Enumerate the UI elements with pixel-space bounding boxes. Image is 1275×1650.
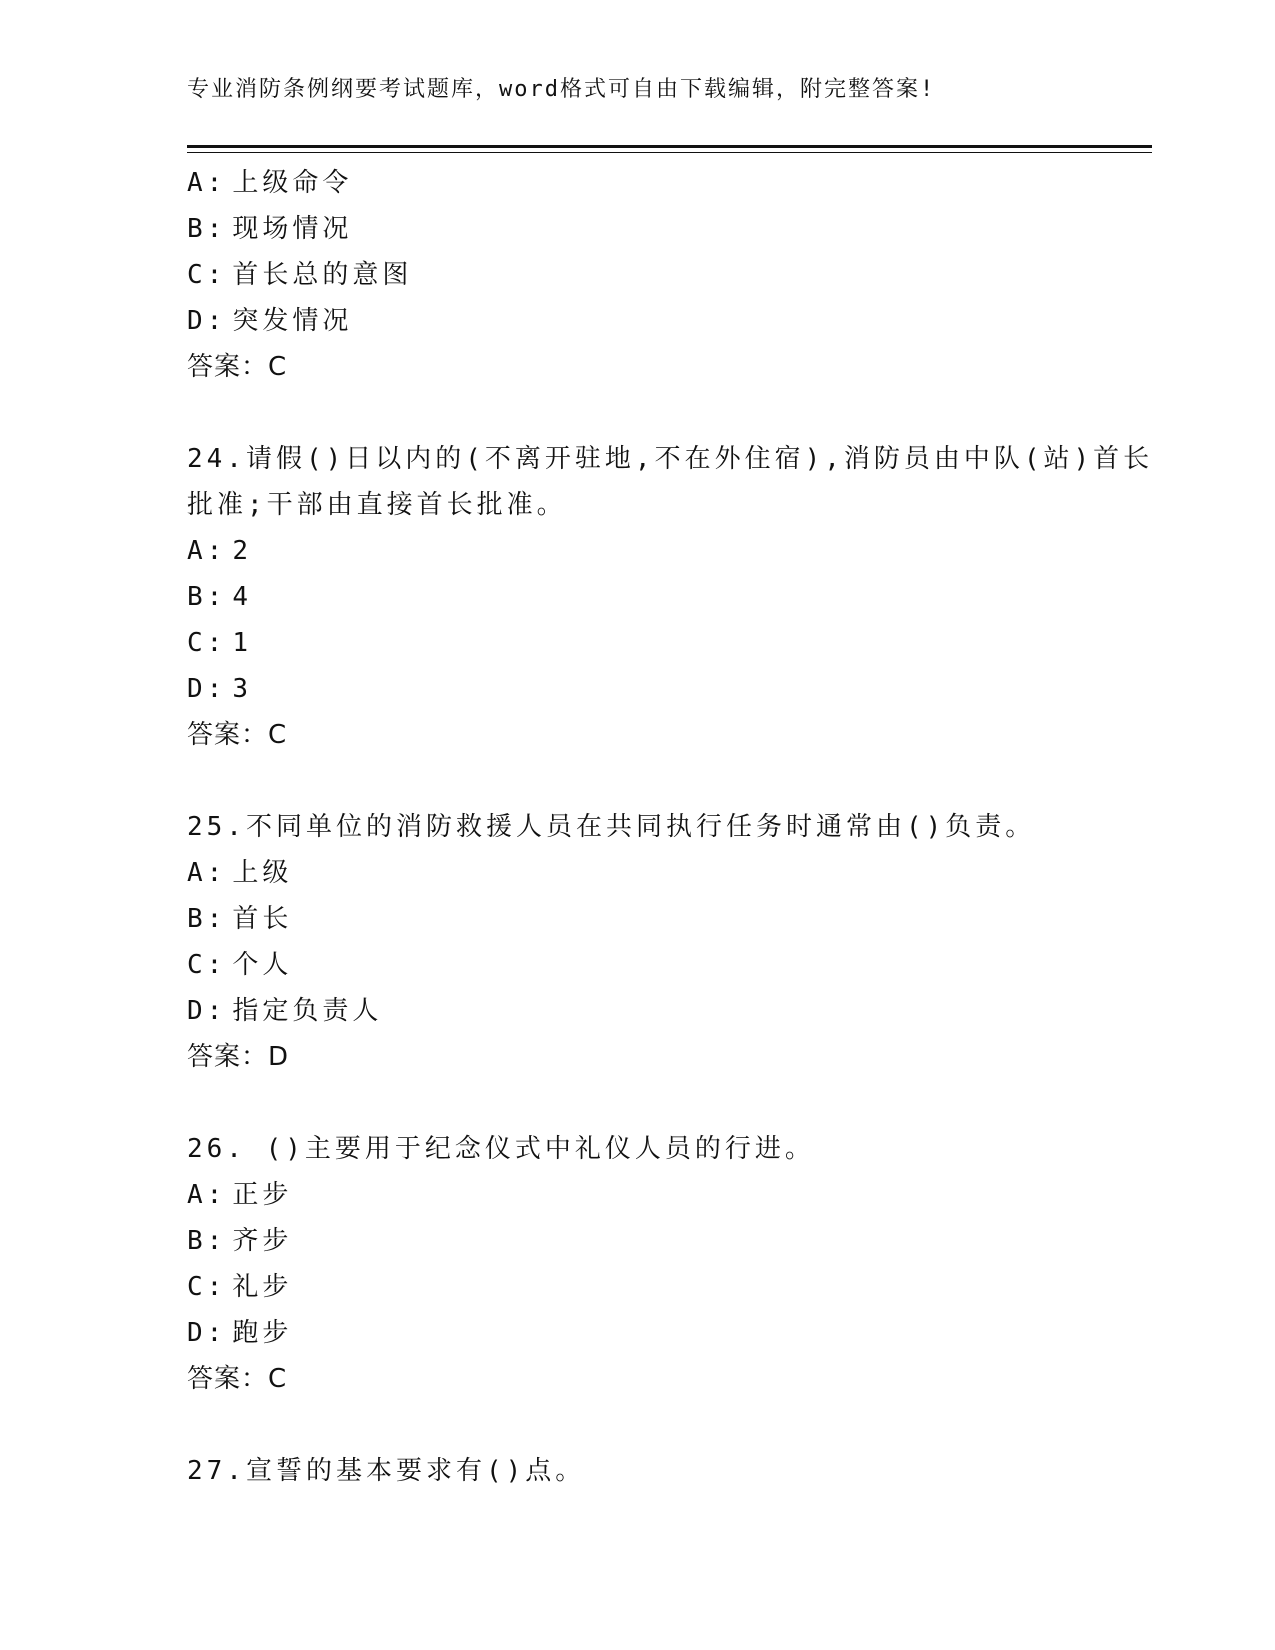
answer-line: 答案：C xyxy=(187,720,288,750)
option-key: C: xyxy=(187,1272,227,1302)
spacer xyxy=(187,390,1087,436)
option-key: C: xyxy=(187,260,227,290)
option-text: 首长 xyxy=(232,904,293,934)
option-key: B: xyxy=(187,1226,227,1256)
option-key: A: xyxy=(187,1180,227,1210)
option-a xyxy=(187,850,1087,896)
option-text: 现场情况 xyxy=(232,214,353,244)
option-text: 突发情况 xyxy=(232,306,353,336)
spacer xyxy=(187,1402,1087,1448)
option-key: D: xyxy=(187,306,227,336)
option-text: 3 xyxy=(232,674,252,704)
question-stem: 27.宣誓的基本要求有()点。 xyxy=(187,1456,586,1486)
spacer xyxy=(187,758,1087,804)
option-b xyxy=(187,896,1087,942)
option-d xyxy=(187,988,1087,1034)
option-c xyxy=(187,252,1087,298)
question-stem: 25.不同单位的消防救援人员在共同执行任务时通常由()负责。 xyxy=(187,812,1036,842)
option-d xyxy=(187,298,1087,344)
option-key: D: xyxy=(187,674,227,704)
question-27 xyxy=(187,1448,1087,1494)
option-text: 上级命令 xyxy=(232,168,353,198)
option-text: 指定负责人 xyxy=(232,996,383,1026)
spacer xyxy=(187,1080,1087,1126)
option-text: 4 xyxy=(232,582,252,612)
question-23 xyxy=(187,160,1087,390)
option-key: B: xyxy=(187,582,227,612)
question-25 xyxy=(187,804,1087,1080)
option-key: A: xyxy=(187,858,227,888)
question-list xyxy=(187,160,1154,1494)
option-c xyxy=(187,942,1087,988)
question-stem: 24.请假()日以内的(不离开驻地,不在外住宿),消防员由中队(站)首长 xyxy=(187,444,1154,474)
option-key: A: xyxy=(187,536,227,566)
header-rule-thin xyxy=(187,152,1152,153)
option-b xyxy=(187,206,1087,252)
option-text: 个人 xyxy=(232,950,293,980)
question-26 xyxy=(187,1126,1087,1402)
option-c xyxy=(187,1264,1087,1310)
option-d xyxy=(187,1310,1087,1356)
option-text: 齐步 xyxy=(232,1226,293,1256)
question-stem: 26. ()主要用于纪念仪式中礼仪人员的行进。 xyxy=(187,1134,815,1164)
option-a xyxy=(187,528,1087,574)
option-c xyxy=(187,620,1087,666)
option-text: 1 xyxy=(232,628,252,658)
option-key: A: xyxy=(187,168,227,198)
document-header: 专业消防条例纲要考试题库，word格式可自由下载编辑，附完整答案! xyxy=(187,77,936,102)
option-key: D: xyxy=(187,996,227,1026)
answer-line: 答案：C xyxy=(187,1364,288,1394)
answer-line: 答案：D xyxy=(187,1042,290,1072)
option-text: 跑步 xyxy=(232,1318,293,1348)
option-key: B: xyxy=(187,904,227,934)
option-text: 2 xyxy=(232,536,252,566)
option-b xyxy=(187,1218,1087,1264)
answer-line: 答案：C xyxy=(187,352,288,382)
option-a xyxy=(187,1172,1087,1218)
header-rule-thick xyxy=(187,145,1152,148)
option-key: C: xyxy=(187,628,227,658)
option-b xyxy=(187,574,1087,620)
option-text: 上级 xyxy=(232,858,293,888)
option-key: D: xyxy=(187,1318,227,1348)
option-a xyxy=(187,160,1087,206)
option-text: 首长总的意图 xyxy=(232,260,413,290)
option-text: 正步 xyxy=(232,1180,293,1210)
option-key: B: xyxy=(187,214,227,244)
question-24 xyxy=(187,436,1154,758)
option-key: C: xyxy=(187,950,227,980)
option-text: 礼步 xyxy=(232,1272,293,1302)
question-stem-continued: 批准;干部由直接首长批准。 xyxy=(187,490,567,520)
option-d xyxy=(187,666,1087,712)
